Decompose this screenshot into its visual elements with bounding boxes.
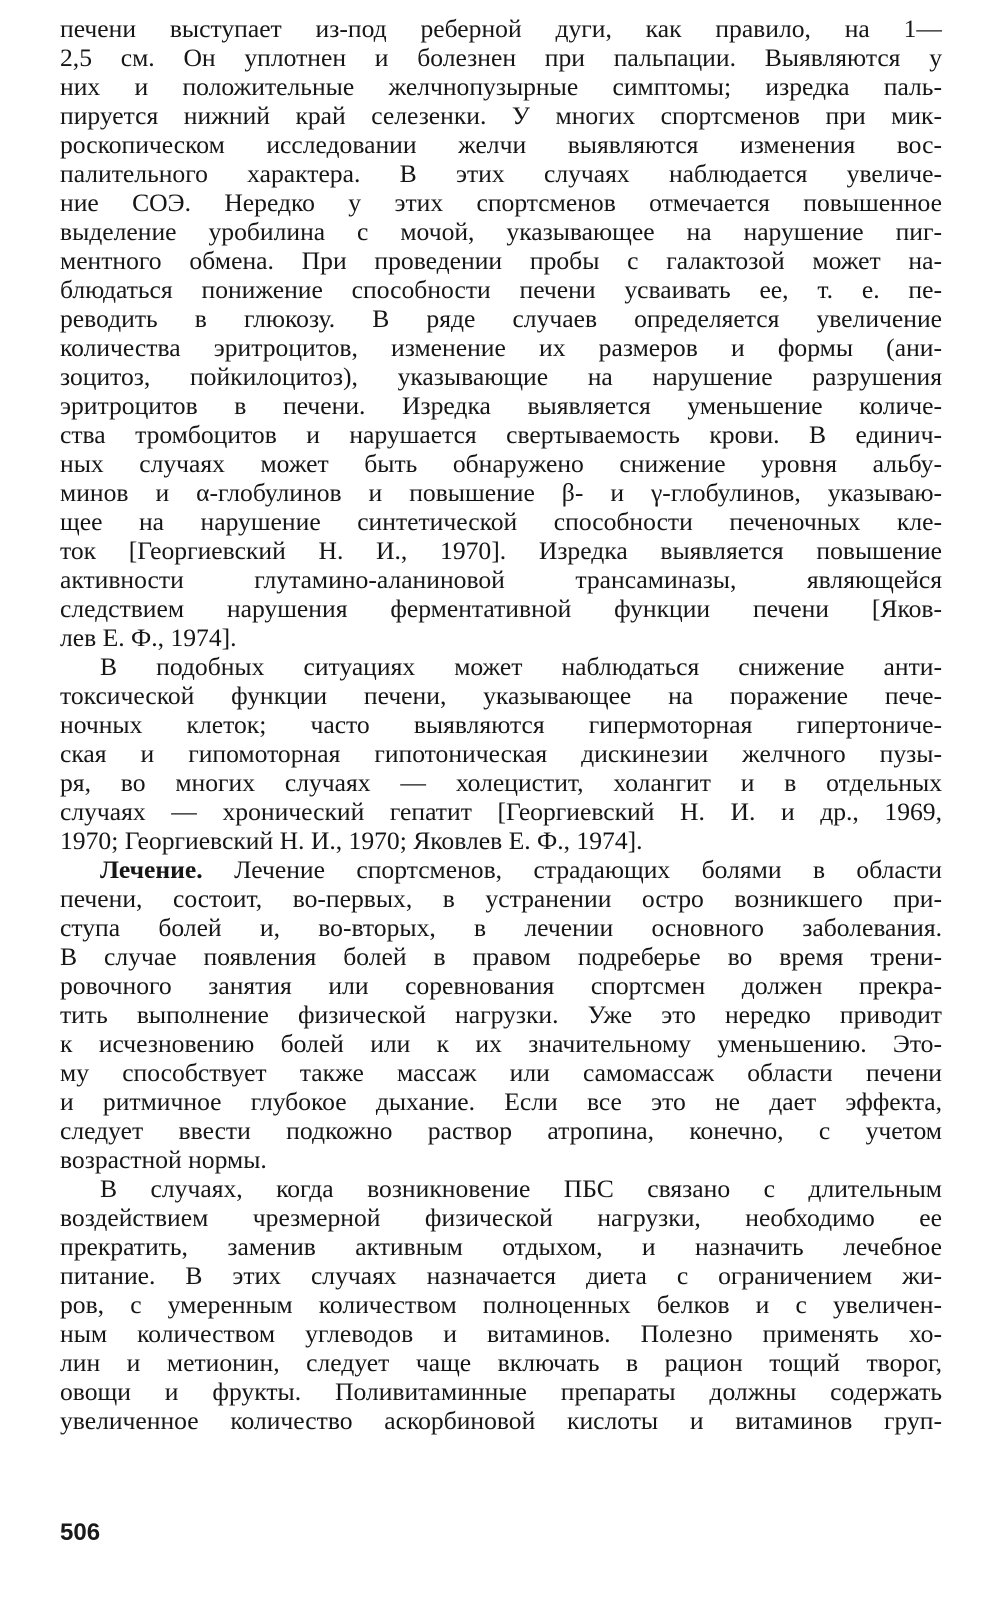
text-line <box>60 855 942 884</box>
text-line: эритроцитов в печени. Изредка выявляется уменьшение количе- <box>60 391 942 420</box>
text-line: к исчезновению болей или к их значительному уменьшению. Это- <box>60 1029 942 1058</box>
text-line: ства тромбоцитов и нарушается свертываемость крови. В единич- <box>60 420 942 449</box>
text-line: ние СОЭ. Нередко у этих спортсменов отмечается повышенное <box>60 188 942 217</box>
text-line: ская и гипомоторная гипотоническая дискинезии желчного пузы- <box>60 739 942 768</box>
text-line: овощи и фрукты. Поливитаминные препараты должны содержать <box>60 1377 942 1406</box>
text-line: реводить в глюкозу. В ряде случаев определяется увеличение <box>60 304 942 333</box>
text-line: лев Е. Ф., 1974]. <box>60 623 237 652</box>
text-line: ментного обмена. При проведении пробы с галактозой может на- <box>60 246 942 275</box>
text-line: воздействием чрезмерной физической нагрузки, необходимо ее <box>60 1203 942 1232</box>
text-line: активности глутамино-аланиновой трансаминазы, являющейся <box>60 565 942 594</box>
paragraph <box>60 14 942 652</box>
text-line: токсической функции печени, указывающее на поражение пече- <box>60 681 942 710</box>
text-line: ночных клеток; часто выявляются гипермоторная гипертониче- <box>60 710 942 739</box>
text-line: и ритмичное глубокое дыхание. Если все это не дает эффекта, <box>60 1087 942 1116</box>
text-line: ровочного занятия или соревнования спортсмен должен прекра- <box>60 971 942 1000</box>
text-line: количества эритроцитов, изменение их размеров и формы (ани- <box>60 333 942 362</box>
text-line: палительного характера. В этих случаях наблюдается увеличе- <box>60 159 942 188</box>
text-line: печени выступает из-под реберной дуги, как правило, на 1— <box>60 14 942 43</box>
text-line: зоцитоз, пойкилоцитоз), указывающие на нарушение разрушения <box>60 362 942 391</box>
text-line: увеличенное количество аскорбиновой кислоты и витаминов груп- <box>60 1406 942 1435</box>
text-line: 1970; Георгиевский Н. И., 1970; Яковлев Е. Ф., 1974]. <box>60 826 643 855</box>
page-number: 506 <box>60 1519 101 1546</box>
text-line: В подобных ситуациях может наблюдаться снижение анти- <box>100 652 942 681</box>
text-line: выделение уробилина с мочой, указывающее на нарушение пиг- <box>60 217 942 246</box>
text-line: ров, с умеренным количеством полноценных белков и с увеличен- <box>60 1290 942 1319</box>
text-line: ным количеством углеводов и витаминов. Полезно применять хо- <box>60 1319 942 1348</box>
text-line: них и положительные желчнопузырные симптомы; изредка паль- <box>60 72 942 101</box>
text-line: роскопическом исследовании желчи выявляются изменения вос- <box>60 130 942 159</box>
text-line: ступа болей и, во-вторых, в лечении основного заболевания. <box>60 913 942 942</box>
text-line: тить выполнение физической нагрузки. Уже это нередко приводит <box>60 1000 942 1029</box>
paragraph <box>60 1174 942 1435</box>
text-line: следствием нарушения ферментативной функции печени [Яков- <box>60 594 942 623</box>
text-line: блюдаться понижение способности печени усваивать ее, т. е. пе- <box>60 275 942 304</box>
text-line: питание. В этих случаях назначается диета с ограничением жи- <box>60 1261 942 1290</box>
text-line: В случаях, когда возникновение ПБС связано с длительным <box>100 1174 942 1203</box>
text-line: прекратить, заменив активным отдыхом, и назначить лечебное <box>60 1232 942 1261</box>
text-line: возрастной нормы. <box>60 1145 267 1174</box>
paragraph <box>60 652 942 855</box>
text-line: следует ввести подкожно раствор атропина, конечно, с учетом <box>60 1116 942 1145</box>
text-line: му способствует также массаж или самомассаж области печени <box>60 1058 942 1087</box>
text-run: Лечение спортсменов, страдающих болями в области <box>202 855 942 884</box>
text-line: лин и метионин, следует чаще включать в рацион тощий творог, <box>60 1348 942 1377</box>
text-line: случаях — хронический гепатит [Георгиевский Н. И. и др., 1969, <box>60 797 942 826</box>
text-line: В случае появления болей в правом подреберье во время трени- <box>60 942 942 971</box>
section-lead: Лечение. <box>100 855 203 884</box>
text-line: ных случаях может быть обнаружено снижение уровня альбу- <box>60 449 942 478</box>
text-line: 2,5 см. Он уплотнен и болезнен при пальпации. Выявляются у <box>60 43 942 72</box>
text-line: минов и α-глобулинов и повышение β- и γ-глобулинов, указываю- <box>60 478 942 507</box>
text-line: ря, во многих случаях — холецистит, холангит и в отдельных <box>60 768 942 797</box>
text-line: пируется нижний край селезенки. У многих спортсменов при мик- <box>60 101 942 130</box>
document-page <box>60 14 942 1435</box>
paragraph <box>60 855 942 1174</box>
text-line: щее на нарушение синтетической способности печеночных кле- <box>60 507 942 536</box>
text-line: ток [Георгиевский Н. И., 1970]. Изредка выявляется повышение <box>60 536 942 565</box>
text-line: печени, состоит, во-первых, в устранении остро возникшего при- <box>60 884 942 913</box>
